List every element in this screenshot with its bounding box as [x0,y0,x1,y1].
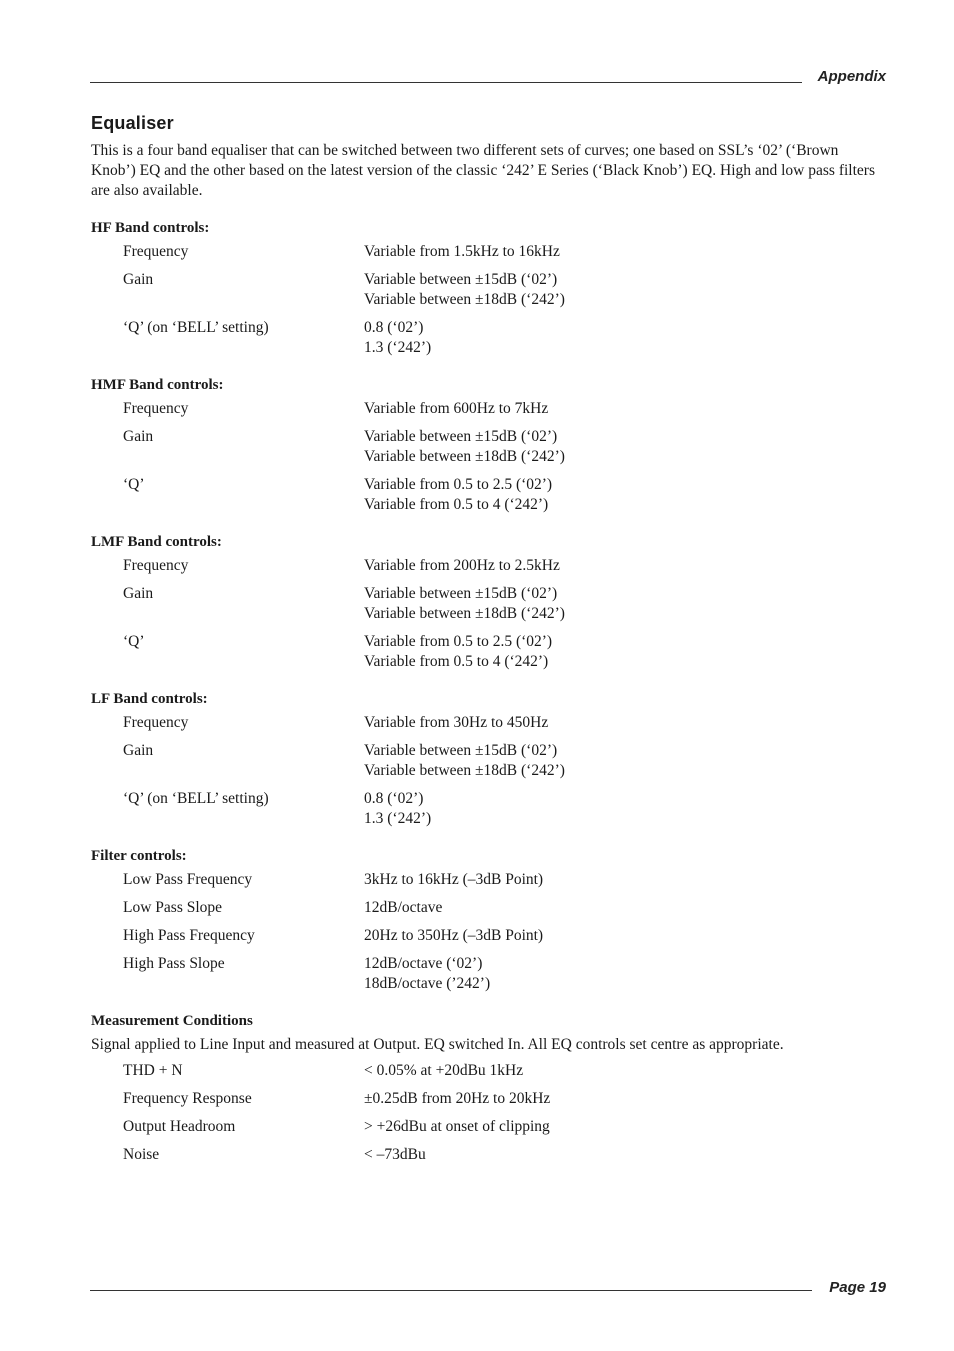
spec-label: Frequency [123,557,189,574]
spec-values [364,632,552,672]
spec-row [91,898,886,918]
spec-row [91,270,886,310]
spec-value: < 0.05% at +20dBu 1kHz [364,1062,524,1079]
spec-value: Variable from 200Hz to 2.5kHz [364,557,560,574]
spec-values [364,427,565,467]
spec-values [364,926,543,946]
spec-label: THD + N [123,1062,183,1079]
spec-value: Variable between ±18dB (‘242’) [364,291,565,308]
spec-label: Low Pass Frequency [123,871,253,888]
spec-value: 0.8 (‘02’) [364,319,424,336]
spec-label: Frequency [123,714,189,731]
spec-section [91,375,886,515]
measurement-heading: Measurement Conditions [91,1013,253,1029]
measurement-description: Signal applied to Line Input and measured at Output. EQ switched In. All EQ controls set centre as appropriate. [91,1036,784,1053]
spec-value: 12dB/octave [364,899,443,916]
spec-section [91,218,886,358]
spec-label: ‘Q’ (on ‘BELL’ setting) [123,790,269,807]
spec-value: Variable between ±15dB (‘02’) [364,428,558,445]
spec-row [91,1145,886,1165]
spec-values [364,713,548,733]
spec-row [91,741,886,781]
spec-values [364,270,565,310]
spec-row [91,926,886,946]
spec-label: High Pass Frequency [123,927,255,944]
spec-values [364,242,560,262]
spec-values [364,1061,523,1081]
spec-value: ±0.25dB from 20Hz to 20kHz [364,1090,551,1107]
spec-label: ‘Q’ [123,476,145,493]
spec-values [364,789,431,829]
spec-value: < –73dBu [364,1146,426,1163]
spec-value: 18dB/octave (’242’) [364,975,491,992]
spec-row [91,556,886,576]
section-heading: HMF Band controls: [91,377,224,393]
spec-values [364,1089,550,1109]
spec-value: 0.8 (‘02’) [364,790,424,807]
spec-label: Gain [123,585,154,602]
spec-row [91,427,886,467]
spec-label: ‘Q’ [123,633,145,650]
spec-row [91,1061,886,1081]
spec-value: 3kHz to 16kHz (–3dB Point) [364,871,544,888]
spec-label: Noise [123,1146,160,1163]
spec-row [91,1089,886,1109]
section-heading: LF Band controls: [91,691,208,707]
spec-value: Variable between ±18dB (‘242’) [364,448,565,465]
spec-label: Low Pass Slope [123,899,223,916]
spec-values [364,318,431,358]
spec-value: 1.3 (‘242’) [364,339,432,356]
page-title-text: Equaliser [91,113,174,133]
spec-label: Gain [123,271,154,288]
section-heading: LMF Band controls: [91,534,222,550]
spec-values [364,556,560,576]
header-rule [90,82,802,83]
spec-value: Variable between ±15dB (‘02’) [364,742,558,759]
section-heading: HF Band controls: [91,220,210,236]
header-section-label: Appendix [817,68,886,85]
footer-page-label: Page 19 [829,1279,886,1296]
spec-label: Frequency [123,400,189,417]
spec-sections [91,218,886,994]
spec-label: ‘Q’ (on ‘BELL’ setting) [123,319,269,336]
spec-value: Variable from 1.5kHz to 16kHz [364,243,560,260]
spec-values [364,1117,550,1137]
spec-row [91,399,886,419]
spec-value: Variable from 0.5 to 4 (‘242’) [364,496,549,513]
spec-value: Variable between ±18dB (‘242’) [364,605,565,622]
spec-row [91,789,886,829]
spec-value: Variable between ±15dB (‘02’) [364,271,558,288]
spec-row [91,1117,886,1137]
spec-value: 20Hz to 350Hz (–3dB Point) [364,927,544,944]
spec-values [364,584,565,624]
page-title [91,112,886,134]
spec-value: Variable from 30Hz to 450Hz [364,714,549,731]
measurement-rows [91,1061,886,1165]
spec-section [91,532,886,672]
spec-value: Variable from 600Hz to 7kHz [364,400,549,417]
spec-value: Variable from 0.5 to 2.5 (‘02’) [364,633,553,650]
spec-values [364,475,552,515]
spec-values [364,1145,426,1165]
spec-value: Variable between ±18dB (‘242’) [364,762,565,779]
spec-values [364,741,565,781]
spec-label: High Pass Slope [123,955,225,972]
spec-value: Variable from 0.5 to 2.5 (‘02’) [364,476,553,493]
spec-value: 12dB/octave (‘02’) [364,955,483,972]
spec-values [364,954,490,994]
spec-value: Variable from 0.5 to 4 (‘242’) [364,653,549,670]
spec-value: Variable between ±15dB (‘02’) [364,585,558,602]
spec-values [364,870,543,890]
spec-label: Frequency [123,243,189,260]
spec-row [91,475,886,515]
spec-label: Output Headroom [123,1118,236,1135]
spec-values [364,898,442,918]
spec-row [91,584,886,624]
footer-rule [90,1290,812,1291]
spec-row [91,632,886,672]
spec-row [91,870,886,890]
spec-section [91,689,886,829]
page-content [91,112,886,1173]
spec-label: Gain [123,742,154,759]
spec-label: Frequency Response [123,1090,252,1107]
spec-row [91,954,886,994]
spec-section [91,846,886,994]
intro-paragraph: This is a four band equaliser that can be switched between two different sets of curves; one based on SSL’s ‘02’ (‘Brown Knob’) EQ and the other based on the latest version of the classic ‘242’ E Series (‘Black Knob’) EQ. High and low pass filters are also available. [91,142,875,199]
section-heading: Filter controls: [91,848,187,864]
spec-values [364,399,548,419]
spec-label: Gain [123,428,154,445]
spec-row [91,318,886,358]
measurement-section [91,1011,886,1165]
spec-row [91,242,886,262]
spec-value: > +26dBu at onset of clipping [364,1118,550,1135]
spec-row [91,713,886,733]
spec-value: 1.3 (‘242’) [364,810,432,827]
